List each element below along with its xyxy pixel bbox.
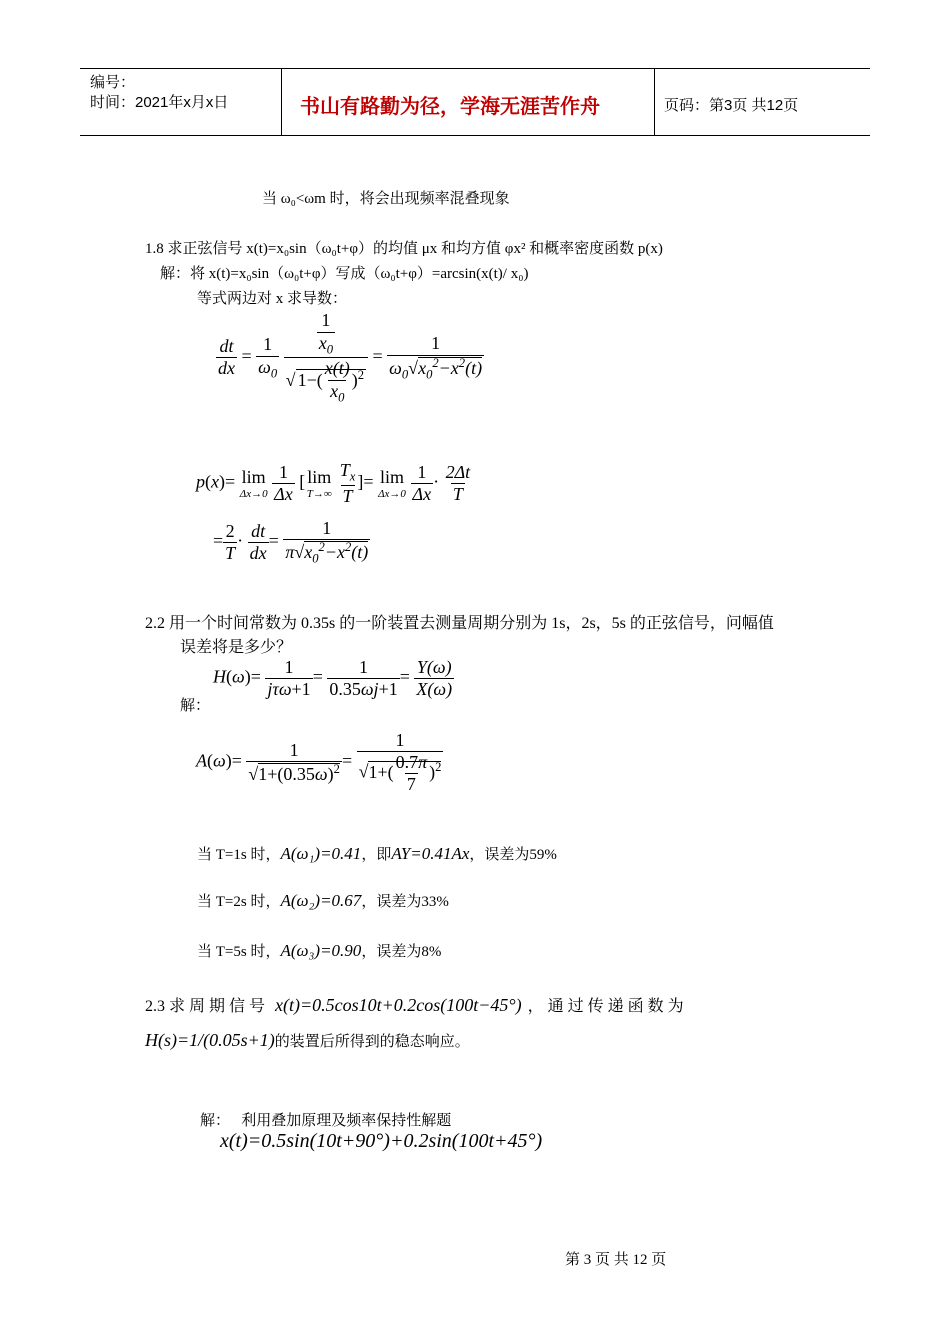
result-T1-prefix: 当 T=1s 时，	[197, 847, 281, 863]
question-2-3-lead: 2.3 求 周 期 信 号	[145, 998, 266, 1015]
question-2-3-transfer-function: H(s)=1/(0.05s+1)	[145, 1030, 275, 1050]
header-motto: 书山有路勤为径，学海无涯苦作舟	[300, 96, 600, 118]
result-T5-prefix: 当 T=5s 时，	[197, 944, 281, 960]
result-T2-prefix: 当 T=2s 时，	[197, 894, 281, 910]
equation-px: p(x)= lim Δx→0 $\frac{1}{\Delta x}$ [ lim T→∞ $\frac{T_x}{T}$ ]= lim Δx→0 $\frac{1}{\Delta x}$ · $\frac{2\Delta t}{T}$	[196, 460, 471, 506]
footer-page-number: 第 3 页 共 12 页	[565, 1252, 667, 1268]
derivative-note: 等式两边对 x 求导数：	[197, 291, 348, 307]
result-T1	[197, 843, 557, 864]
equation-px-result: = $\frac{2}{T}$ · $\frac{dt}{dx}$ = $\frac{1}{\pi√x_0^2-x^2(t)}$	[213, 518, 369, 566]
aliasing-note: 当 ω₀<ωm 时，将会出现频率混叠现象	[262, 191, 510, 207]
header-page-info: 页码：第3页 共12页	[664, 97, 799, 114]
result-T2-equation: A(ω₂)=0.67	[280, 891, 362, 910]
question-2-3-tail: ， 通 过 传 递 函 数 为	[527, 998, 684, 1015]
answer-2-3: x(t)=0.5sin(10t+90°)+0.2sin(100t+45°)	[220, 1130, 543, 1152]
doc-number-label: 编号：	[90, 74, 136, 91]
result-T5-error: ，误差为8%	[361, 944, 442, 960]
header-divider-right	[654, 68, 655, 135]
result-T1-equation-2: AY=0.41Ax	[391, 844, 470, 863]
question-2-2-line2: 误差将是多少？	[180, 639, 293, 656]
result-T5-equation: A(ω₃)=0.90	[280, 941, 362, 960]
question-2-3-line1	[145, 993, 684, 1016]
doc-time-label: 时间：2021年x月x日	[90, 94, 229, 111]
header-top-rule	[80, 68, 870, 69]
result-T2-error: ，误差为33%	[361, 894, 449, 910]
solution-2-3: 解： 利用叠加原理及频率保持性解题	[200, 1113, 452, 1129]
question-2-3-line2	[145, 1030, 470, 1051]
header-divider-left	[281, 68, 282, 135]
result-T2	[197, 890, 449, 911]
result-T5	[197, 940, 441, 961]
result-T1-equation: A(ω₁)=0.41	[280, 844, 362, 863]
question-2-3-ending: 的装置后所得到的稳态响应。	[274, 1034, 470, 1050]
question-1-8: 1.8 求正弦信号 x(t)=x₀sin（ω₀t+φ）的均值 μx 和均方值 φx² 和概率密度函数 p(x)	[145, 241, 663, 257]
result-T1-mid: ，即	[361, 847, 392, 863]
result-T1-error: ，误差为59%	[469, 847, 557, 863]
equation-dt-dx: $\frac{dt}{dx}$ = $\frac{1}{\omega_0}$ $\frac{1}{x_0}$ √ 1−( $\frac{x(t)}{x_0}$ )$^2$ = $\frac{1}{\omega_0√x_0^2-x^2(t)}$	[218, 310, 483, 405]
solution-label: 解：	[180, 698, 211, 714]
equation-A-omega: A(ω)= $\frac{1}{√1+(0.35\omega)^2}$ = 1 √1+( $\frac{0.7\pi}{7}$ )$^2$	[196, 730, 442, 794]
header-bottom-rule	[80, 135, 870, 136]
solution-1-8: 解：将 x(t)=x₀sin（ω₀t+φ）写成（ω₀t+φ）=arcsin(x(t)/ x₀)	[160, 266, 529, 282]
equation-H-omega: H(ω)= $\frac{1}{\text{jτω+1}}$ = $\frac{1}{0.35\omega j+1}$ = $\frac{Y(\omega)}{X(\omega)}$	[213, 657, 453, 699]
question-2-3-signal: x(t)=0.5cos10t+0.2cos(100t−45°)	[275, 995, 522, 1015]
question-2-2-line1: 2.2 用一个时间常数为 0.35s 的一阶装置去测量周期分别为 1s，2s，5s 的正弦信号，问幅值	[145, 615, 774, 632]
